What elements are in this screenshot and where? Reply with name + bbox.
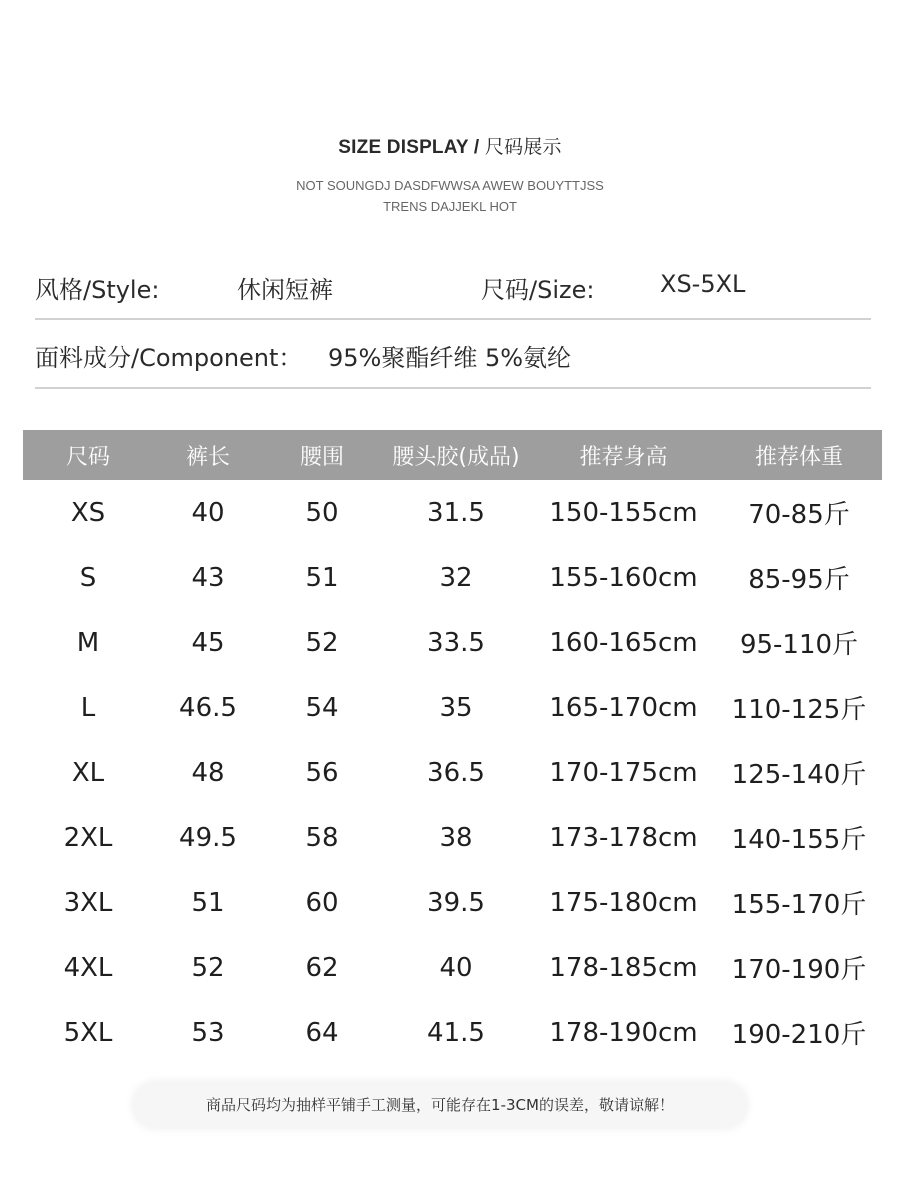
table-cell: 190-210斤 (731, 1020, 867, 1050)
title-en: SIZE DISPLAY (338, 137, 469, 158)
info-row-component (35, 336, 871, 389)
table-row (23, 480, 882, 545)
table-cell: 70-85斤 (748, 500, 850, 530)
table-cell: 173-178cm (549, 822, 698, 853)
column-header: 腰头胶(成品) (381, 430, 531, 480)
table-cell: 40 (439, 952, 473, 983)
table-cell: 54 (305, 692, 339, 723)
table-row (23, 675, 882, 740)
table-cell: 140-155斤 (731, 825, 867, 855)
table-cell: 5XL (63, 1017, 113, 1048)
column-header: 腰围 (263, 430, 381, 480)
table-cell: 46.5 (179, 692, 237, 723)
table-cell: 40 (191, 497, 225, 528)
style-label: 风格/Style: (35, 276, 160, 304)
table-cell: 51 (191, 887, 225, 918)
table-row (23, 870, 882, 935)
measurement-note: 商品尺码均为抽样平铺手工测量，可能存在1-3CM的误差，敬请谅解！ (133, 1082, 747, 1128)
table-header-row (23, 430, 882, 480)
table-cell: 110-125斤 (731, 695, 867, 725)
table-cell: 53 (191, 1017, 225, 1048)
table-cell: 170-175cm (549, 757, 698, 788)
table-cell: 35 (439, 692, 473, 723)
table-cell: 125-140斤 (731, 760, 867, 790)
title-separator: / (468, 137, 485, 158)
style-value: 休闲短裤 (237, 276, 333, 304)
title-cn: 尺码展示 (484, 136, 562, 158)
table-cell: M (76, 627, 100, 658)
table-cell: 51 (305, 562, 339, 593)
size-label: 尺码/Size: (481, 276, 595, 304)
table-cell: 155-160cm (549, 562, 698, 593)
subtitle (0, 175, 900, 217)
table-row (23, 805, 882, 870)
table-cell: 36.5 (427, 757, 485, 788)
size-value: XS-5XL (660, 270, 746, 298)
table-cell: XS (70, 497, 106, 528)
table-cell: 52 (191, 952, 225, 983)
table-cell: 38 (439, 822, 473, 853)
table-cell: 85-95斤 (748, 565, 850, 595)
table-cell: 50 (305, 497, 339, 528)
table-cell: 62 (305, 952, 339, 983)
page-header (0, 132, 900, 217)
table-cell: 95-110斤 (739, 630, 859, 660)
table-row (23, 545, 882, 610)
table-row (23, 1000, 882, 1065)
column-header: 尺码 (23, 430, 153, 480)
table-cell: 178-190cm (549, 1017, 698, 1048)
table-cell: 33.5 (427, 627, 485, 658)
table-cell: 155-170斤 (731, 890, 867, 920)
table-cell: 60 (305, 887, 339, 918)
table-cell: L (80, 692, 96, 723)
table-row (23, 610, 882, 675)
table-cell: 39.5 (427, 887, 485, 918)
table-cell: 3XL (63, 887, 113, 918)
table-cell: 49.5 (179, 822, 237, 853)
column-header: 裤长 (153, 430, 263, 480)
table-cell: 175-180cm (549, 887, 698, 918)
table-cell: S (79, 562, 97, 593)
table-cell: XL (71, 757, 105, 788)
column-header: 推荐体重 (716, 430, 882, 480)
table-cell: 52 (305, 627, 339, 658)
table-cell: 178-185cm (549, 952, 698, 983)
table-cell: 45 (191, 627, 225, 658)
info-row-style-size (35, 268, 871, 320)
table-cell: 2XL (63, 822, 113, 853)
component-value: 95%聚酯纤维 5%氨纶 (328, 344, 572, 372)
page-title (0, 132, 900, 159)
table-cell: 64 (305, 1017, 339, 1048)
subtitle-line-2: TRENS DAJJEKL HOT (383, 199, 517, 214)
subtitle-line-1: NOT SOUNGDJ DASDFWWSA AWEW BOUYTTJSS (296, 178, 604, 193)
component-label: 面料成分/Component： (35, 344, 303, 372)
size-table (23, 430, 882, 1065)
table-cell: 165-170cm (549, 692, 698, 723)
table-cell: 43 (191, 562, 225, 593)
table-cell: 58 (305, 822, 339, 853)
table-cell: 4XL (63, 952, 113, 983)
table-cell: 170-190斤 (731, 955, 867, 985)
table-row (23, 740, 882, 805)
table-cell: 48 (191, 757, 225, 788)
table-cell: 32 (439, 562, 473, 593)
table-cell: 31.5 (427, 497, 485, 528)
table-cell: 160-165cm (549, 627, 698, 658)
table-cell: 150-155cm (549, 497, 698, 528)
table-cell: 41.5 (427, 1017, 485, 1048)
table-cell: 56 (305, 757, 339, 788)
column-header: 推荐身高 (531, 430, 716, 480)
table-row (23, 935, 882, 1000)
